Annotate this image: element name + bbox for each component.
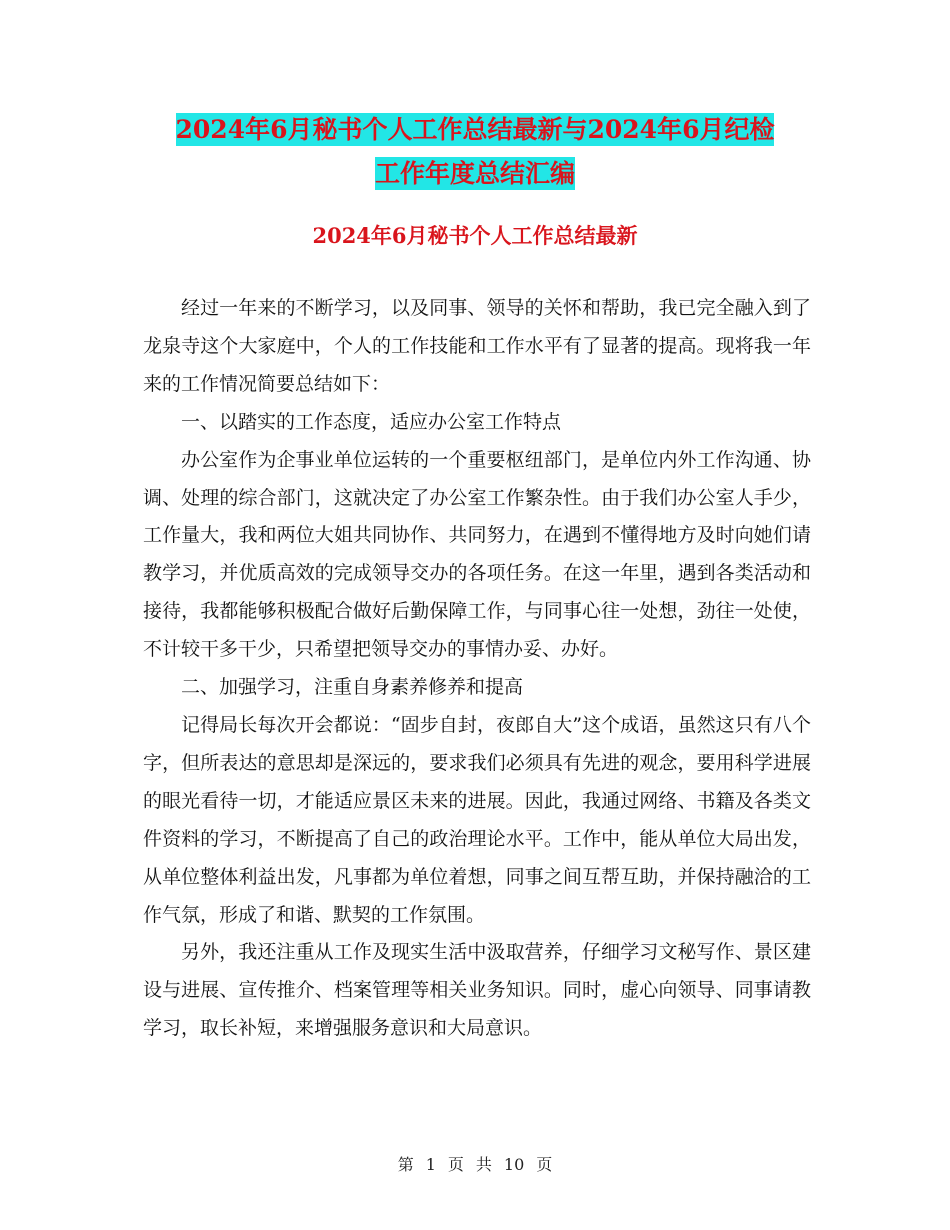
title-line-1: 2024年6月秘书个人工作总结最新与2024年6月纪检 — [175, 115, 775, 144]
title-line-2: 工作年度总结汇编 — [374, 159, 575, 188]
paragraph: 办公室作为企事业单位运转的一个重要枢纽部门，是单位内外工作沟通、协调、处理的综合部门，这就决定了办公室工作繁杂性。由于我们办公室人手少，工作量大，我和两位大姐共同协作、共同努力，在遇到不懂得地方及时向她们请教学习，并优质高效的完成领导交办的各项任务。在这一年里，遇到各类活动和接待，我都能够积极配合做好后勤保障工作，与同事心往一处想，劲往一处使，不计较干多干少，只希望把领导交办的事情办妥、办好。 — [143, 448, 811, 661]
paragraph: 另外，我还注重从工作及现实生活中汲取营养，仔细学习文秘写作、景区建设与进展、宣传推介、档案管理等相关业务知识。同时，虚心向领导、同事请教学习，取长补短，来增强服务意识和大局意识。 — [143, 941, 811, 1040]
footer-total-unit: 页 — [536, 1155, 553, 1174]
paragraph: 一、以踏实的工作态度，适应办公室工作特点 — [181, 410, 562, 433]
document-body — [143, 290, 811, 1048]
paragraph: 记得局长每次开会都说：“固步自封，夜郎自大”这个成语，虽然这只有八个字，但所表达的意思却是深远的，要求我们必须具有先进的观念，要用科学进展的眼光看待一切，才能适应景区未来的进展。因此，我通过网络、书籍及各类文件资料的学习，不断提高了自己的政治理论水平。工作中，能从单位大局出发，从单位整体利益出发，凡事都为单位着想，同事之间互帮互助，并保持融洽的工作气氛，形成了和谐、默契的工作氛围。 — [143, 713, 811, 926]
document-title — [140, 108, 810, 196]
section-title: 2024年6月秘书个人工作总结最新 — [312, 223, 638, 248]
paragraph: 经过一年来的不断学习，以及同事、领导的关怀和帮助，我已完全融入到了龙泉寺这个大家庭中，个人的工作技能和工作水平有了显著的提高。现将我一年来的工作情况简要总结如下： — [143, 297, 811, 395]
footer-page-unit: 页 — [447, 1155, 464, 1174]
footer-total-label: 共 — [475, 1155, 492, 1174]
footer-total-pages: 10 — [503, 1155, 525, 1174]
paragraph: 二、加强学习，注重自身素养修养和提高 — [181, 676, 524, 699]
page-footer — [0, 1152, 950, 1175]
footer-page-number: 1 — [425, 1155, 436, 1174]
footer-page-label: 第 — [397, 1155, 414, 1174]
